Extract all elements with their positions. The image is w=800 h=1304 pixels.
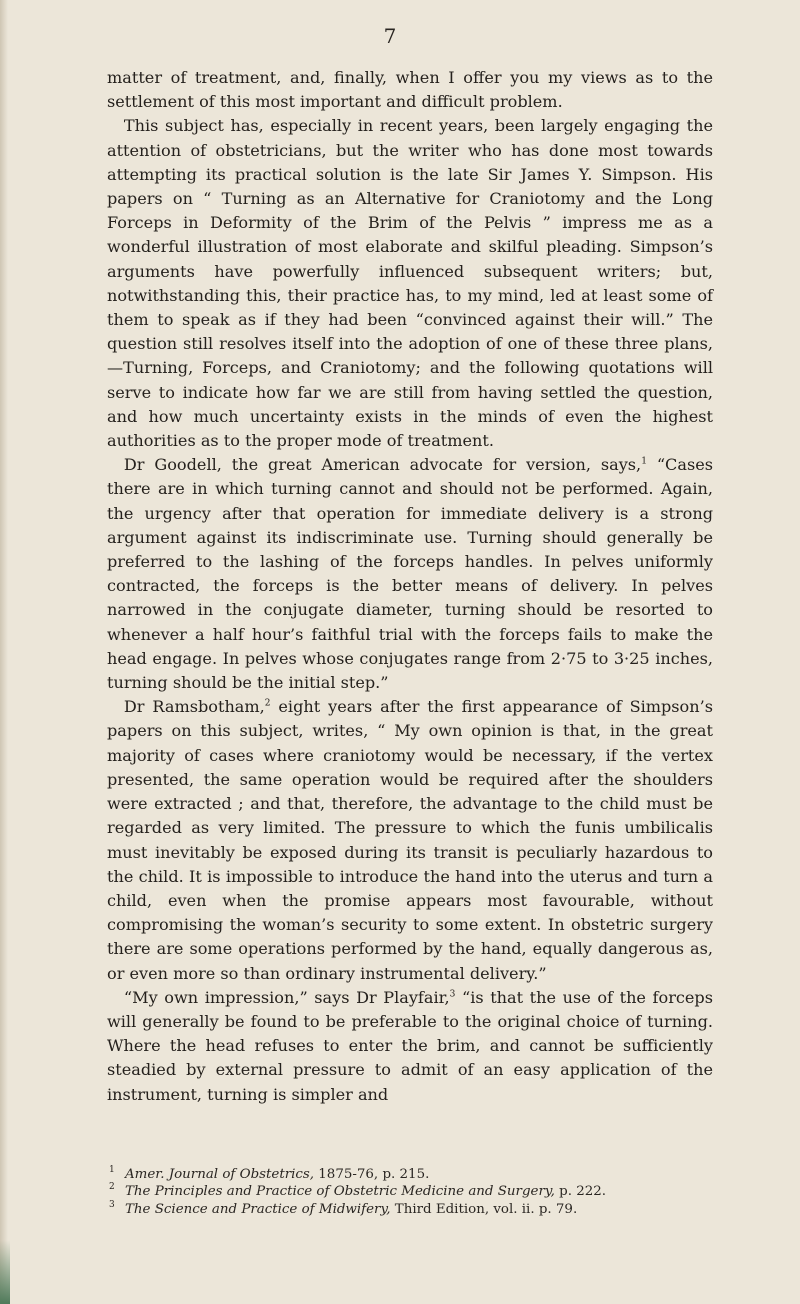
paragraph-simpson: This subject has, especially in recent years, been largely engaging the attention of obstetricians, but the writer who has done most towards attempting its practical solution is the late Sir James Y. Simpson. His papers on “ Turning as an Alternative for Craniotomy and the Long Forceps in Deformity of the Brim of the Pelvis ” impress me as a wonderful illustration of most elaborate and skilful pleading. Simpson’s arguments have powerfully influenced subsequent writers; but, notwithstanding this, their practice has, to my mind, led at least some of them to speak as if they had been “convinced against their will.” The question still resolves itself into the adoption of one of these three plans,—Turning, Forceps, and Craniotomy; and the following quotations will serve to indicate how far we are still from having settled the question, and how much uncertainty exists in the minds of even the highest authorities as to the proper mode of treatment. <box>107 116 713 451</box>
binding-edge <box>0 1240 10 1304</box>
paragraph-ramsbotham-lead: Dr Ramsbotham, <box>123 697 265 717</box>
footnote-ref-1: 1 <box>641 456 647 467</box>
footnote-number: 2 <box>109 1182 115 1193</box>
footnote-detail: 1875-76, p. 215. <box>314 1167 430 1182</box>
paragraph-ramsbotham-quote: eight years after the first appearance of Simpson’s papers on this subject, writes, “ My own opinion is that, in the great majority of cases where craniotomy would be necessary, if the vertex presented, the same operation would be required after the shoulders were extracted ; and that, therefore, the advantage to the child must be regarded as very limited. The pressure to which the funis umbilicalis must inevitably be exposed during its transit is peculiarly hazardous to the child. It is impossible to introduce the hand into the uterus and turn a child, even when the promise appears most favourable, without compromising the woman’s security to some extent. In obstetric surgery there are some operations performed by the hand, equally dangerous as, or even more so than ordinary instrumental delivery.” <box>107 697 713 983</box>
footnote-number: 3 <box>109 1199 115 1210</box>
footnote-1 <box>107 1166 713 1183</box>
paragraph-ramsbotham <box>107 695 713 985</box>
paragraph-continuation: matter of treatment, and, finally, when I offer you my views as to the settlement of this most important and difficult problem. <box>107 68 713 112</box>
footnote-title: Amer. Journal of Obstetrics, <box>125 1167 315 1182</box>
footnote-title: The Science and Practice of Midwifery, <box>125 1201 391 1217</box>
footnote-detail: p. 222. <box>554 1184 607 1200</box>
paragraph-goodell <box>107 453 713 695</box>
page-edge-shadow <box>0 0 8 1304</box>
paragraph-goodell-lead: Dr Goodell, the great American advocate for version, says, <box>123 455 642 475</box>
footnotes <box>107 1166 713 1218</box>
footnote-ref-2: 2 <box>264 698 271 709</box>
footnote-2 <box>107 1183 713 1200</box>
paragraph-playfair-quote: “is that the use of the forceps will generally be found to be preferable to the original choice of turning. Where the head refuses to enter the brim, and cannot be sufficiently steadied by external pressure to admit of an easy application of the instrument, turning is simpler and <box>107 987 713 1104</box>
footnote-ref-3: 3 <box>449 989 456 1000</box>
paragraph-playfair <box>107 986 713 1107</box>
footnote-number: 1 <box>109 1165 115 1175</box>
paragraph-playfair-lead: “My own impression,” says Dr Playfair, <box>123 987 450 1007</box>
footnote-detail: Third Edition, vol. ii. p. 79. <box>390 1201 578 1217</box>
body-text <box>107 66 713 1107</box>
page-number: 7 <box>383 24 397 48</box>
paragraph-goodell-quote: “Cases there are in which turning cannot and should not be performed. Again, the urgency after that operation for immediate delivery is a strong argument against its indiscriminate use. Turning should generally be preferred to the lashing of the forceps handles. In pelves uniformly contracted, the forceps is the better means of delivery. In pelves narrowed in the conjugate diameter, turning should be resorted to whenever a half hour’s faithful trial with the forceps fails to make the head engage. In pelves whose conjugates range from 2·75 to 3·25 inches, turning should be the initial step.” <box>107 455 714 693</box>
footnote-title: The Principles and Practice of Obstetric Medicine and Surgery, <box>125 1184 555 1200</box>
footnote-3 <box>107 1201 713 1218</box>
